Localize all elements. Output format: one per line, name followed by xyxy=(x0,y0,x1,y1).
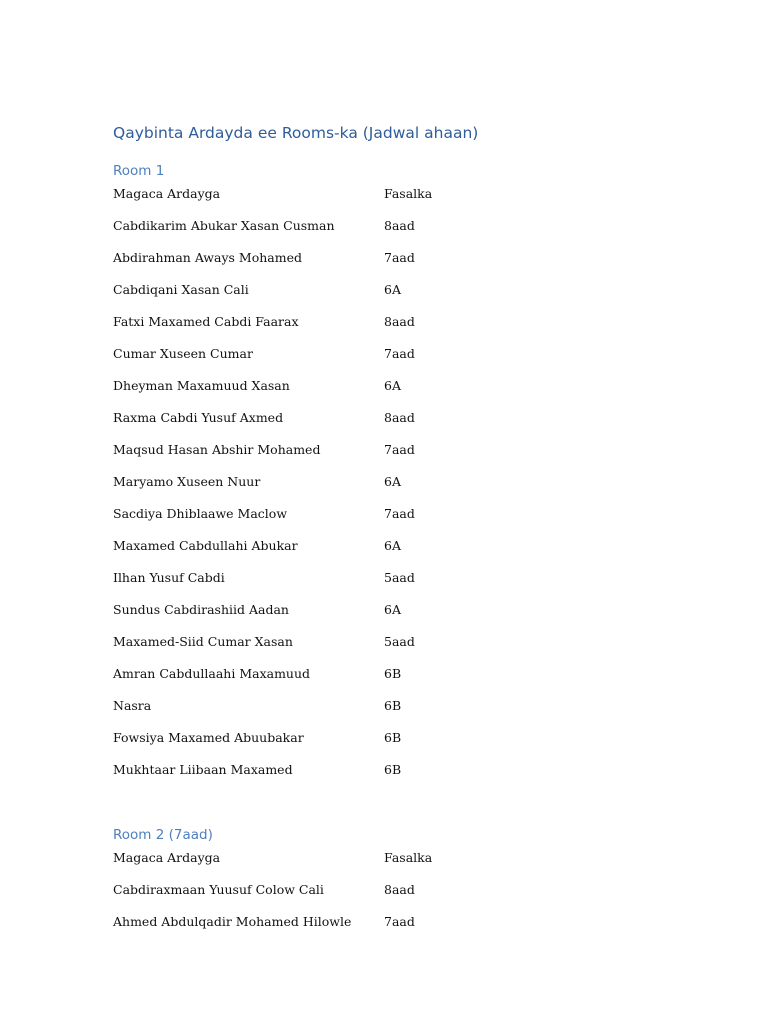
room-1-heading: Room 1 xyxy=(113,163,165,179)
student-name: Dheyman Maxamuud Xasan xyxy=(113,378,290,393)
document-title: Qaybinta Ardayda ee Rooms-ka (Jadwal ahaan) xyxy=(113,124,479,142)
student-name: Raxma Cabdi Yusuf Axmed xyxy=(113,410,284,425)
student-name: Maryamo Xuseen Nuur xyxy=(113,474,261,489)
table-row xyxy=(113,314,633,334)
student-class: 6A xyxy=(384,378,401,393)
table-row xyxy=(113,634,633,654)
room-2-heading: Room 2 (7aad) xyxy=(113,827,213,843)
student-name: Cabdikarim Abukar Xasan Cusman xyxy=(113,218,335,233)
student-name: Sacdiya Dhiblaawe Maclow xyxy=(113,506,288,521)
table-row xyxy=(113,762,633,782)
table-row xyxy=(113,730,633,750)
table-row xyxy=(113,474,633,494)
table-row xyxy=(113,410,633,430)
student-class: 6B xyxy=(384,762,402,777)
student-class: 8aad xyxy=(384,410,415,425)
student-name: Fowsiya Maxamed Abuubakar xyxy=(113,730,304,745)
student-class: 6B xyxy=(384,666,402,681)
student-name: Nasra xyxy=(113,698,152,713)
table-row xyxy=(113,538,633,558)
table-row xyxy=(113,882,633,902)
table-row xyxy=(113,914,633,934)
student-name: Maxamed Cabdullahi Abukar xyxy=(113,538,298,553)
student-name: Ilhan Yusuf Cabdi xyxy=(113,570,225,585)
student-class: 6A xyxy=(384,282,401,297)
student-name: Cabdiqani Xasan Cali xyxy=(113,282,249,297)
name-column-header: Magaca Ardayga xyxy=(113,186,221,201)
student-class: 6A xyxy=(384,538,401,553)
table-row xyxy=(113,506,633,526)
table-row xyxy=(113,570,633,590)
student-name: Cabdiraxmaan Yuusuf Colow Cali xyxy=(113,882,324,897)
student-class: 6A xyxy=(384,602,401,617)
student-class: 6B xyxy=(384,730,402,745)
student-class: 7aad xyxy=(384,506,415,521)
student-name: Ahmed Abdulqadir Mohamed Hilowle xyxy=(113,914,352,929)
student-class: 7aad xyxy=(384,250,415,265)
table-row xyxy=(113,698,633,718)
table-row xyxy=(113,666,633,686)
student-name: Amran Cabdullaahi Maxamuud xyxy=(113,666,311,681)
student-class: 7aad xyxy=(384,914,415,929)
table-row xyxy=(113,442,633,462)
student-name: Abdirahman Aways Mohamed xyxy=(113,250,302,265)
table-row xyxy=(113,282,633,302)
table-row xyxy=(113,250,633,270)
student-name: Fatxi Maxamed Cabdi Faarax xyxy=(113,314,299,329)
student-name: Cumar Xuseen Cumar xyxy=(113,346,253,361)
name-column-header: Magaca Ardayga xyxy=(113,850,221,865)
student-class: 5aad xyxy=(384,570,415,585)
student-class: 6B xyxy=(384,698,402,713)
student-name: Maxamed-Siid Cumar Xasan xyxy=(113,634,293,649)
student-name: Sundus Cabdirashiid Aadan xyxy=(113,602,289,617)
student-class: 7aad xyxy=(384,442,415,457)
student-class: 5aad xyxy=(384,634,415,649)
student-class: 8aad xyxy=(384,882,415,897)
room-1-table-header xyxy=(113,186,633,206)
student-class: 8aad xyxy=(384,314,415,329)
table-row xyxy=(113,346,633,366)
student-class: 7aad xyxy=(384,346,415,361)
table-row xyxy=(113,378,633,398)
table-row xyxy=(113,218,633,238)
room-2-table-header xyxy=(113,850,633,870)
student-class: 6A xyxy=(384,474,401,489)
student-name: Maqsud Hasan Abshir Mohamed xyxy=(113,442,321,457)
class-column-header: Fasalka xyxy=(384,186,433,201)
student-name: Mukhtaar Liibaan Maxamed xyxy=(113,762,293,777)
class-column-header: Fasalka xyxy=(384,850,433,865)
table-row xyxy=(113,602,633,622)
student-class: 8aad xyxy=(384,218,415,233)
